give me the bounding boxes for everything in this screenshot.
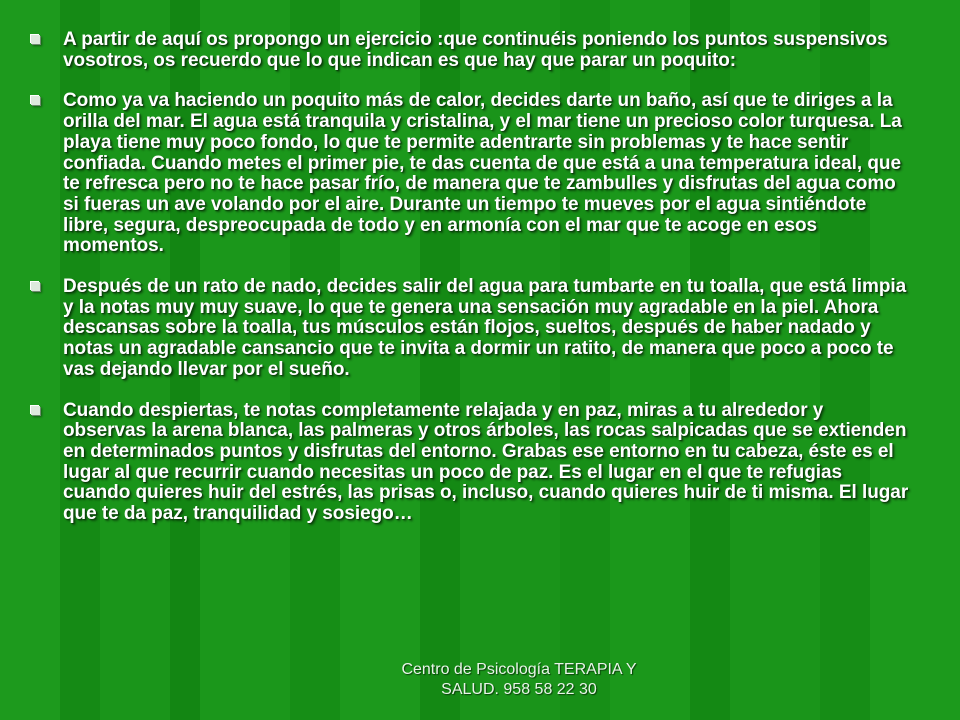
bullet-paragraph-4 — [30, 401, 910, 525]
footer-line-2: SALUD. 958 58 22 30 — [441, 681, 597, 698]
paragraph-text: Cuando despiertas, te notas completamente relajada y en paz, miras a tu alrededor y observas la arena blanca, las palmeras y otros árboles, las rocas salpicadas que se extienden en determinados puntos y disfrutas del entorno. Grabas ese entorno en tu cabeza, éste es el lugar al que recurrir cuando necesitas un poco de paz. Es el lugar en el que te refugias cuando quieres huir del estrés, las prisas o, incluso, cuando quieres huir de ti misma. El lugar que te da paz, tranquilidad y sosiego… — [63, 399, 909, 525]
paragraph-text: Después de un rato de nado, decides salir del agua para tumbarte en tu toalla, que está limpia y la notas muy muy suave, lo que te genera una sensación muy agradable en la piel. Ahora descansas sobre la toalla, tus músculos están flojos, sueltos, después de haber nadado y notas un agradable cansancio que te invita a dormir un ratito, de manera que poco a poco te vas dejando llevar por el sueño. — [63, 276, 907, 380]
square-bullet-icon — [31, 282, 40, 291]
bullet-paragraph-3 — [30, 277, 910, 381]
square-bullet-icon — [31, 96, 40, 105]
bullet-paragraph-2 — [30, 91, 910, 257]
bullet-paragraph-1 — [30, 30, 910, 71]
slide-footer — [0, 660, 960, 700]
paragraph-text: A partir de aquí os propongo un ejercicio :que continuéis poniendo los puntos suspensivos vosotros, os recuerdo que lo que indican es que hay que parar un poquito: — [63, 29, 888, 71]
square-bullet-icon — [31, 406, 40, 415]
paragraph-text: Como ya va haciendo un poquito más de calor, decides darte un baño, así que te diriges a la orilla del mar. El agua está tranquila y cristalina, y el mar tiene un precioso color turquesa. La playa tiene muy poco fondo, lo que te permite adentrarte sin problemas y te hace sentir confiada. Cuando metes el primer pie, te das cuenta de que está a una temperatura ideal, que te refresca pero no te hace pasar frío, de manera que te zambulles y disfrutas del agua como si fueras un ave volando por el aire. Durante un tiempo te mueves por el agua sintiéndote libre, segura, despreocupada de todo y en armonía con el mar que te acoge en esos momentos. — [63, 90, 902, 257]
slide-body — [30, 30, 910, 545]
footer-line-1: Centro de Psicología TERAPIA Y — [401, 661, 637, 678]
square-bullet-icon — [31, 35, 40, 44]
